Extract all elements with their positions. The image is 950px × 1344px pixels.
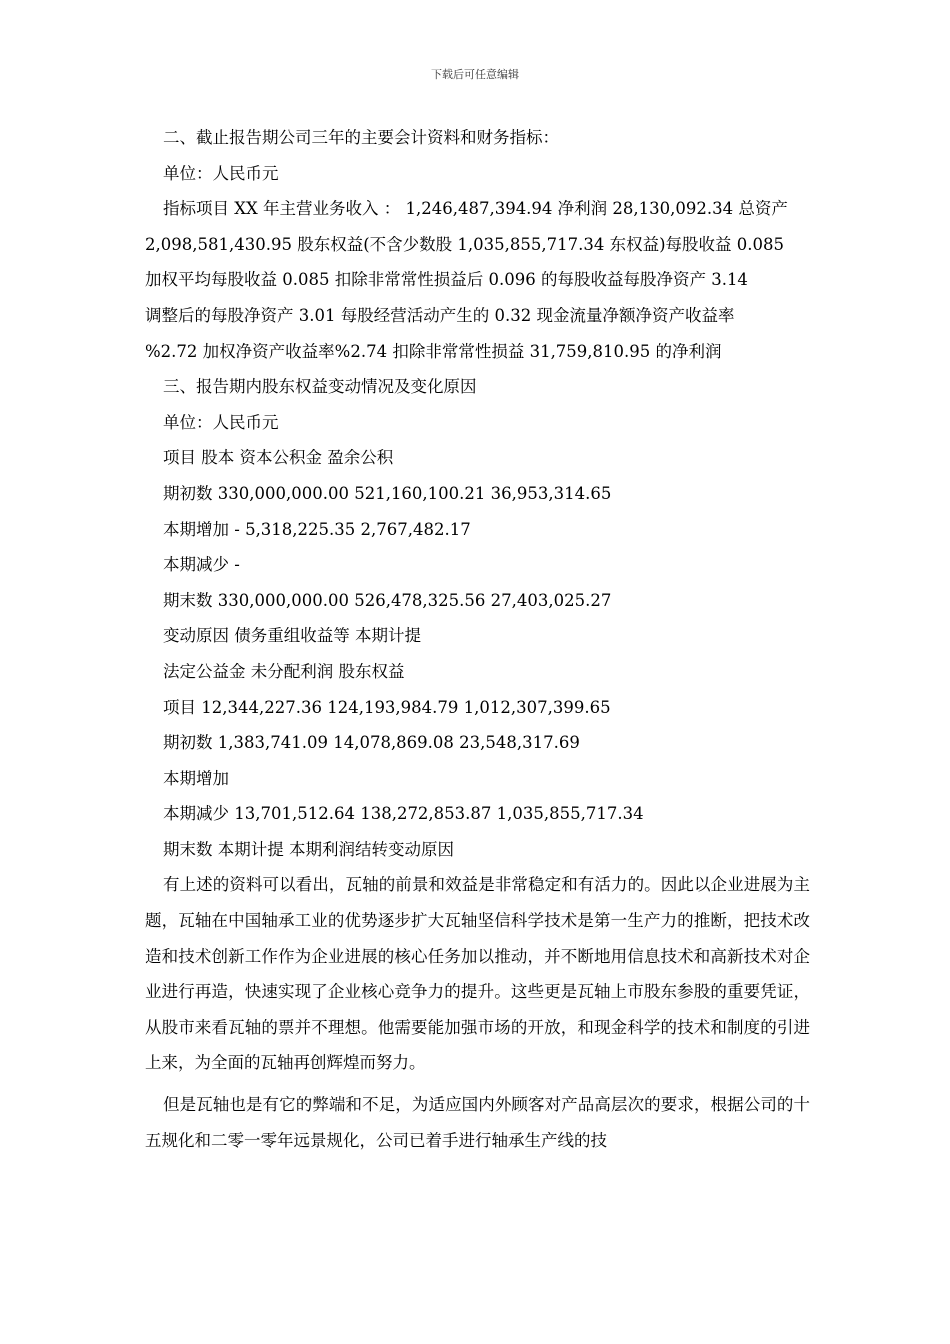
- table-line: 本期增加 - 5,318,225.35 2,767,482.17: [163, 519, 471, 539]
- indicator-line: 调整后的每股净资产 3.01 每股经营活动产生的 0.32 现金流量净额净资产收益率: [145, 305, 735, 325]
- body-paragraph: 有上述的资料可以看出，瓦轴的前景和效益是非常稳定和有活力的。因此以企业进展为主题，瓦轴在中国轴承工业的优势逐步扩大瓦轴坚信科学技术是第一生产力的推断，把技术改造和技术创新工作作为企业进展的核心任务加以推动，并不断地用信息技术和高新技术对企业进行再造，快速实现了企业核心竞争力的提升。这些更是瓦轴上市股东参股的重要凭证，从股市来看瓦轴的票并不理想。他需要能加强市场的开放，和现金科学的技术和制度的引进上来，为全面的瓦轴再创辉煌而努力。: [145, 875, 810, 1073]
- table-line: 本期增加: [163, 768, 229, 788]
- table-line: 项目 股本 资本公积金 盈余公积: [163, 448, 394, 468]
- table-line: 本期减少 13,701,512.64 138,272,853.87 1,035,855,717.34: [163, 804, 644, 824]
- table-line: 变动原因 债务重组收益等 本期计提: [163, 626, 421, 646]
- table-line: 期末数 330,000,000.00 526,478,325.56 27,403,025.27: [163, 590, 612, 610]
- table-line: 期初数 1,383,741.09 14,078,869.08 23,548,317.69: [163, 733, 580, 753]
- document-body: [145, 120, 810, 1158]
- unit-line: 单位：人民币元: [163, 163, 279, 183]
- table-line: 本期减少 -: [163, 555, 240, 575]
- indicator-line: 指标项目 XX 年主营业务收入 ： 1,246,487,394.94 净利润 28,130,092.34 总资产: [163, 199, 788, 219]
- section-heading-2: 二、截止报告期公司三年的主要会计资料和财务指标：: [163, 128, 559, 147]
- unit-line: 单位：人民币元: [163, 412, 279, 432]
- indicator-line: %2.72 加权净资产收益率%2.74 扣除非常常性损益 31,759,810.95 的净利润: [145, 341, 722, 361]
- indicator-line: 加权平均每股收益 0.085 扣除非常常性损益后 0.096 的每股收益每股净资产 3.14: [145, 270, 748, 290]
- table-line: 期初数 330,000,000.00 521,160,100.21 36,953,314.65: [163, 483, 612, 503]
- table-line: 法定公益金 未分配利润 股东权益: [163, 661, 405, 681]
- page-header: 下载后可任意编辑: [431, 68, 519, 81]
- table-line: 期末数 本期计提 本期利润结转变动原因: [163, 839, 454, 859]
- indicator-line: 2,098,581,430.95 股东权益(不含少数股 1,035,855,717.34 东权益)每股收益 0.085: [145, 234, 784, 254]
- body-paragraph: 但是瓦轴也是有它的弊端和不足，为适应国内外顾客对产品高层次的要求，根据公司的十五规化和二零一零年远景规化，公司已着手进行轴承生产线的技: [145, 1095, 810, 1150]
- table-line: 项目 12,344,227.36 124,193,984.79 1,012,307,399.65: [163, 697, 611, 717]
- section-heading-3: 三、报告期内股东权益变动情况及变化原因: [163, 377, 477, 397]
